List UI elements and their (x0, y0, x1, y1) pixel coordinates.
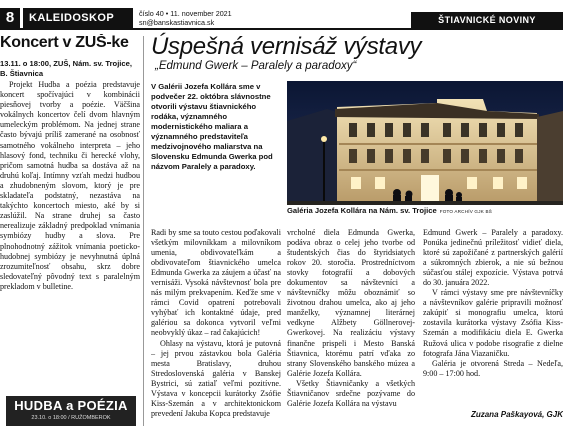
column-divider (143, 36, 144, 426)
concert-ad (6, 396, 136, 426)
paragraph: Ohlasy na výstavu, ktorá je putovná – jej prvou zástavkou bola Galéria mesta Bratislavy, druhou Stredoslovenská galéria v Banskej Bystrici, sú zatiaľ veľmi pozitívne. Výstava v koncepcii kurátorky Zsófie Kiss-Szemán a v architektonickom prevedení Jakuba Kopca predstavuje (151, 338, 281, 418)
article-subtitle: „Edmund Gwerk – Paralely a paradoxy“ (155, 60, 357, 72)
header-rule (0, 28, 563, 30)
article-intro: V Galérii Jozefa Kollára sme v podvečer 22. októbra slávnostne otvorili výstavu štiavnického rodáka, významného modernistického maliara a významného predstaviteľa medzivojnového maliarstva na Slovensku Edmunda Gwerka pod názvom Paralely a paradoxy. (151, 82, 273, 172)
gallery-photo (287, 81, 563, 205)
sidebar-lead: 13.11. o 18:00, ZUŠ, Nám. sv. Trojice, B. Štiavnica (0, 59, 132, 78)
sidebar-article (0, 34, 140, 426)
article-column-3 (423, 228, 563, 426)
paragraph: Galéria je otvorená Streda – Nedeľa, 9:00 – 17:00 hod. (423, 358, 563, 378)
gallery-building-image (287, 81, 563, 205)
article-column-1 (151, 228, 281, 426)
paragraph: Všetky Štiavničanky a všetkých Štiavničanov srdečne pozývame do Galérie Jozefa Kollára na výstavu (287, 378, 415, 408)
paragraph: Edmund Gwerk – Paralely a paradoxy. Ponúka jedinečnú príležitosť vidieť diela, ktoré sú zapožičané z partnerských galérií a súkromných zbierok, a nie sú bežnou súčasťou stálej expozície. Výstava potrvá do 30. januára 2022. (423, 228, 563, 288)
issue-info (139, 9, 232, 27)
photo-caption (287, 206, 563, 216)
paragraph: V rámci výstavy sme pre návštevníčky a návštevníkov galérie pripravili možnosť zakúpiť si monografiu umelca, ktorú zostavila kurátorka výstavy Zsófia Kiss-Szemán a modifikáciu diela E. Gwerka Ružová ulica v podobe risografie z dielne fotografa Jána Viazaničku. (423, 288, 563, 358)
article-author: Zuzana Paškayová, GJK (470, 410, 563, 419)
photo-credit: FOTO ARCHÍV GJK BŠ (439, 209, 492, 214)
contact-email[interactable]: sn@banskastiavnica.sk (139, 18, 215, 27)
article-column-2 (287, 228, 415, 426)
ad-subtitle: 23.10. o 18:00 / RUŽOMBEROK (31, 415, 111, 421)
section-label: KALEIDOSKOP (23, 8, 133, 28)
article-title: Úspešná vernisáž výstavy (151, 33, 422, 60)
page-header (0, 0, 563, 30)
caption-text: Galéria Jozefa Kollára na Nám. sv. Trojice (287, 206, 437, 215)
page-number: 8 (0, 8, 20, 28)
sidebar-body: Projekt Hudba a poézia predstavuje koncert spočívajúci v kombinácii piesňovej tvorby a poézie. Väčšina vokálnych koncertov čelí dvom hlavným umeleckým problémom. Na jednej strane často bývajú príliš zamerané na osobnosť samotného vokálneho interpreta – jeho hlasový fond, techniku či herecké vlohy, pričom samotná hudba sa dostáva až na druhú koľaj. Intímny vzťah medzi hudbou a zhudobneným slovom, ktorý je pre skladateľa podstatný, nezastáva na takýchto koncertoch miesto, aké by si zaslúžil. Na strane druhej sa často nerealizuje základný predpoklad vnímania symbiózy hudby a slova. Pre plnohodnotný zážitok vnímania poeticko-hudobnej symbiózy je nevyhnutná úplná zrozumiteľnosť obsahu, skrz dobre sledovateľný pôvodný text s paralelným prekladom v bulletine. (0, 80, 140, 291)
ad-title: HUDBA a POÉZIA (14, 398, 128, 413)
paragraph: vrcholné diela Edmunda Gwerka, podáva obraz o celej jeho tvorbe od študentských čias do štyridsiatych rokov 20. storočia. Prostredníctvom stovky fotografií a dobových dokumentov sa návštevníci a návštevníčky môžu oboznámiť so životnou drahou umelca, ako aj jeho manželky, významnej literárnej vedkyne Alžbety Göllnerovej-Gwerkovej. Na realizáciu výstavy finančne prispeli i Mesto Banská Štiavnica, ktorému patrí vďaka zo strany Slovenského banského múzea a Galérie Jozefa Kollára. (287, 228, 415, 378)
sidebar-headline: Koncert v ZUŠ-ke (0, 34, 129, 51)
issue-date: číslo 40 • 11. november 2021 (139, 9, 232, 18)
paragraph: Radi by sme sa touto cestou poďakovali všetkým milovníkkam a milovníkom umenia, obdivovateľkám a obdivovateľom štiavnického umelca Edmunda Gwerka za záujem a účasť na vernisáži. Vysoká návštevnosť bola pre nás milým prekvapením. Keďže sme v rámci Covid opatrení potrebovali vyhýbať ich kontaktné údaje, pred galériou sa dokonca vytvoril veľmi neobvyklý úkaz – rad čakajúcich! (151, 228, 281, 338)
newspaper-brand: ŠTIAVNICKÉ NOVINY (411, 12, 563, 28)
